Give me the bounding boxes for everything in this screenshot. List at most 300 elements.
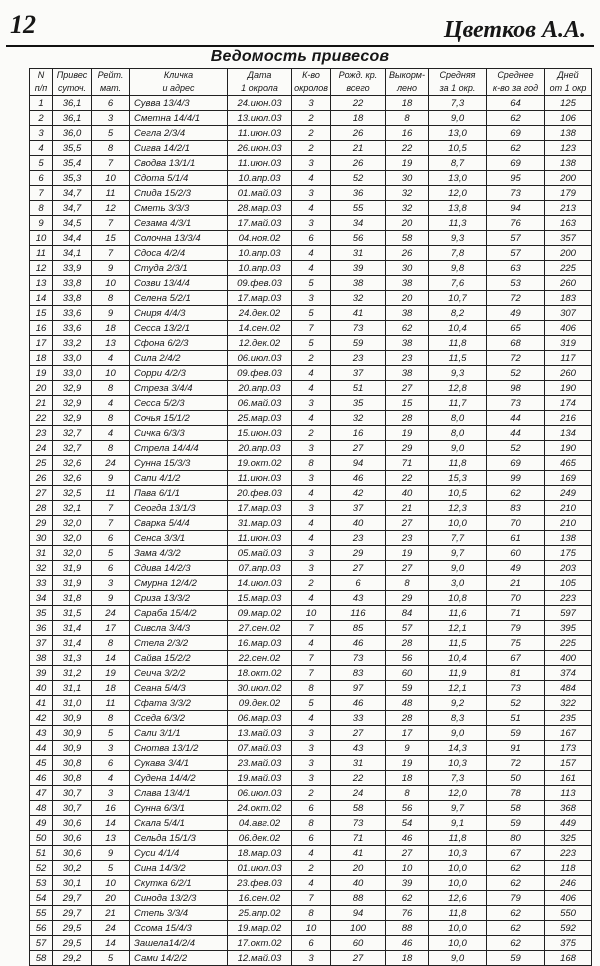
cell-first-litter-date: 23.май.03 (228, 756, 292, 771)
cell-number: 19 (30, 366, 53, 381)
cell-weaned: 19 (386, 426, 429, 441)
cell-born-total: 85 (331, 621, 386, 636)
cell-avg-per-litter: 8,3 (429, 711, 487, 726)
cell-born-total: 97 (331, 681, 386, 696)
cell-avg-per-litter: 9,0 (429, 441, 487, 456)
cell-name-address: Сметь 3/3/3 (130, 201, 228, 216)
cell-weaned: 76 (386, 906, 429, 921)
cell-name-address: Сунна 6/3/1 (130, 801, 228, 816)
cell-daily-gain: 29,7 (53, 906, 92, 921)
cell-litter-count: 4 (292, 846, 331, 861)
cell-first-litter-date: 07.апр.03 (228, 561, 292, 576)
cell-first-litter-date: 01.май.03 (228, 186, 292, 201)
cell-first-litter-date: 17.окт.02 (228, 936, 292, 951)
cell-weaned: 18 (386, 771, 429, 786)
cell-litter-count: 3 (292, 546, 331, 561)
cell-avg-per-year: 62 (487, 906, 545, 921)
cell-avg-per-litter: 10,0 (429, 516, 487, 531)
table-row (30, 816, 592, 831)
cell-name-address: Скала 5/4/1 (130, 816, 228, 831)
cell-number: 4 (30, 141, 53, 156)
cell-daily-gain: 31,1 (53, 681, 92, 696)
cell-rating: 3 (92, 741, 130, 756)
cell-litter-count: 7 (292, 891, 331, 906)
cell-weaned: 22 (386, 141, 429, 156)
cell-number: 23 (30, 426, 53, 441)
cell-avg-per-litter: 7,3 (429, 96, 487, 111)
cell-litter-count: 2 (292, 351, 331, 366)
cell-first-litter-date: 23.фев.03 (228, 876, 292, 891)
cell-first-litter-date: 17.мар.03 (228, 291, 292, 306)
cell-name-address: Сами 14/2/2 (130, 951, 228, 966)
cell-daily-gain: 33,8 (53, 291, 92, 306)
table-header (30, 69, 592, 96)
cell-days-since-first: 322 (545, 696, 592, 711)
cell-number: 29 (30, 516, 53, 531)
cell-first-litter-date: 19.мар.02 (228, 921, 292, 936)
cell-days-since-first: 113 (545, 786, 592, 801)
cell-days-since-first: 260 (545, 276, 592, 291)
cell-days-since-first: 400 (545, 651, 592, 666)
cell-avg-per-year: 70 (487, 591, 545, 606)
cell-weaned: 57 (386, 621, 429, 636)
cell-litter-count: 4 (292, 876, 331, 891)
cell-born-total: 27 (331, 561, 386, 576)
cell-born-total: 83 (331, 666, 386, 681)
cell-number: 55 (30, 906, 53, 921)
cell-name-address: Студа 2/3/1 (130, 261, 228, 276)
cell-avg-per-litter: 13,0 (429, 126, 487, 141)
cell-born-total: 22 (331, 96, 386, 111)
cell-avg-per-litter: 10,0 (429, 861, 487, 876)
column-subheader-daily-gain: суточ. (53, 82, 92, 96)
cell-avg-per-year: 49 (487, 306, 545, 321)
cell-first-litter-date: 11.июн.03 (228, 126, 292, 141)
cell-first-litter-date: 24.окт.02 (228, 801, 292, 816)
cell-rating: 3 (92, 111, 130, 126)
cell-avg-per-litter: 13,0 (429, 171, 487, 186)
cell-born-total: 73 (331, 651, 386, 666)
cell-daily-gain: 30,1 (53, 876, 92, 891)
cell-daily-gain: 34,4 (53, 231, 92, 246)
cell-litter-count: 3 (292, 771, 331, 786)
cell-avg-per-year: 73 (487, 681, 545, 696)
cell-avg-per-litter: 13,8 (429, 201, 487, 216)
cell-avg-per-litter: 8,7 (429, 156, 487, 171)
table-row (30, 486, 592, 501)
cell-daily-gain: 33,9 (53, 261, 92, 276)
cell-number: 53 (30, 876, 53, 891)
cell-avg-per-year: 52 (487, 441, 545, 456)
cell-first-litter-date: 19.май.03 (228, 771, 292, 786)
cell-avg-per-litter: 10,3 (429, 846, 487, 861)
cell-name-address: Судена 14/4/2 (130, 771, 228, 786)
cell-name-address: Сседа 6/3/2 (130, 711, 228, 726)
cell-weaned: 29 (386, 591, 429, 606)
cell-number: 22 (30, 411, 53, 426)
cell-name-address: Стреза 3/4/4 (130, 381, 228, 396)
cell-days-since-first: 161 (545, 771, 592, 786)
cell-avg-per-litter: 10,3 (429, 756, 487, 771)
table-row (30, 936, 592, 951)
cell-days-since-first: 357 (545, 231, 592, 246)
cell-avg-per-litter: 9,7 (429, 801, 487, 816)
cell-name-address: Сеана 5/4/3 (130, 681, 228, 696)
table-row (30, 396, 592, 411)
cell-born-total: 29 (331, 546, 386, 561)
cell-born-total: 31 (331, 756, 386, 771)
cell-avg-per-litter: 10,8 (429, 591, 487, 606)
cell-name-address: Сметна 14/4/1 (130, 111, 228, 126)
table-row (30, 651, 592, 666)
table-row (30, 336, 592, 351)
cell-first-litter-date: 30.июл.02 (228, 681, 292, 696)
table-row (30, 771, 592, 786)
cell-avg-per-year: 62 (487, 111, 545, 126)
cell-born-total: 55 (331, 201, 386, 216)
cell-litter-count: 3 (292, 156, 331, 171)
cell-avg-per-year: 81 (487, 666, 545, 681)
cell-number: 20 (30, 381, 53, 396)
cell-litter-count: 5 (292, 306, 331, 321)
cell-first-litter-date: 11.июн.03 (228, 156, 292, 171)
table-row (30, 441, 592, 456)
cell-weaned: 62 (386, 321, 429, 336)
cell-rating: 4 (92, 351, 130, 366)
cell-days-since-first: 157 (545, 756, 592, 771)
cell-avg-per-litter: 9,1 (429, 816, 487, 831)
cell-number: 24 (30, 441, 53, 456)
cell-days-since-first: 203 (545, 561, 592, 576)
cell-weaned: 20 (386, 291, 429, 306)
cell-name-address: Сварка 5/4/4 (130, 516, 228, 531)
cell-avg-per-litter: 11,5 (429, 636, 487, 651)
table-row (30, 681, 592, 696)
cell-rating: 5 (92, 546, 130, 561)
cell-rating: 8 (92, 711, 130, 726)
cell-number: 27 (30, 486, 53, 501)
cell-days-since-first: 319 (545, 336, 592, 351)
cell-first-litter-date: 13.июл.03 (228, 111, 292, 126)
cell-avg-per-year: 98 (487, 381, 545, 396)
cell-born-total: 27 (331, 441, 386, 456)
table-row (30, 906, 592, 921)
cell-days-since-first: 550 (545, 906, 592, 921)
cell-first-litter-date: 10.апр.03 (228, 246, 292, 261)
cell-avg-per-litter: 11,3 (429, 216, 487, 231)
cell-first-litter-date: 12.дек.02 (228, 336, 292, 351)
cell-name-address: Селена 5/2/1 (130, 291, 228, 306)
cell-name-address: Скутка 6/2/1 (130, 876, 228, 891)
cell-litter-count: 2 (292, 141, 331, 156)
cell-daily-gain: 31,8 (53, 591, 92, 606)
cell-rating: 15 (92, 231, 130, 246)
column-subheader-weaned: лено (386, 82, 429, 96)
cell-rating: 9 (92, 591, 130, 606)
cell-days-since-first: 210 (545, 516, 592, 531)
cell-name-address: Сунна 15/3/3 (130, 456, 228, 471)
cell-litter-count: 2 (292, 786, 331, 801)
cell-born-total: 32 (331, 411, 386, 426)
cell-avg-per-year: 80 (487, 831, 545, 846)
cell-born-total: 46 (331, 636, 386, 651)
cell-rating: 8 (92, 291, 130, 306)
cell-number: 36 (30, 621, 53, 636)
cell-avg-per-year: 57 (487, 231, 545, 246)
cell-litter-count: 10 (292, 921, 331, 936)
cell-number: 44 (30, 741, 53, 756)
cell-litter-count: 3 (292, 471, 331, 486)
cell-litter-count: 6 (292, 831, 331, 846)
cell-avg-per-year: 73 (487, 396, 545, 411)
cell-litter-count: 3 (292, 441, 331, 456)
cell-avg-per-year: 52 (487, 696, 545, 711)
cell-days-since-first: 200 (545, 246, 592, 261)
cell-litter-count: 4 (292, 261, 331, 276)
cell-days-since-first: 138 (545, 531, 592, 546)
cell-born-total: 60 (331, 936, 386, 951)
cell-name-address: Сводва 13/1/1 (130, 156, 228, 171)
cell-weaned: 15 (386, 396, 429, 411)
table-row (30, 606, 592, 621)
cell-born-total: 43 (331, 591, 386, 606)
cell-first-litter-date: 17.мар.03 (228, 501, 292, 516)
cell-days-since-first: 163 (545, 216, 592, 231)
cell-avg-per-litter: 11,5 (429, 351, 487, 366)
cell-avg-per-year: 72 (487, 291, 545, 306)
cell-name-address: Сила 2/4/2 (130, 351, 228, 366)
cell-name-address: Синода 13/2/3 (130, 891, 228, 906)
cell-rating: 7 (92, 516, 130, 531)
cell-daily-gain: 33,6 (53, 306, 92, 321)
cell-rating: 11 (92, 696, 130, 711)
table-row (30, 156, 592, 171)
cell-daily-gain: 31,9 (53, 576, 92, 591)
cell-weaned: 38 (386, 306, 429, 321)
cell-avg-per-year: 44 (487, 426, 545, 441)
cell-born-total: 37 (331, 366, 386, 381)
cell-avg-per-litter: 12,1 (429, 681, 487, 696)
cell-avg-per-litter: 7,3 (429, 771, 487, 786)
cell-rating: 4 (92, 426, 130, 441)
cell-number: 42 (30, 711, 53, 726)
cell-days-since-first: 168 (545, 951, 592, 966)
cell-name-address: Сесса 5/2/3 (130, 396, 228, 411)
cell-weaned: 28 (386, 411, 429, 426)
table-row (30, 321, 592, 336)
table-row (30, 201, 592, 216)
cell-weaned: 84 (386, 606, 429, 621)
cell-avg-per-litter: 9,2 (429, 696, 487, 711)
cell-rating: 8 (92, 141, 130, 156)
cell-born-total: 46 (331, 471, 386, 486)
cell-avg-per-litter: 3,0 (429, 576, 487, 591)
cell-daily-gain: 32,5 (53, 486, 92, 501)
table-row (30, 636, 592, 651)
cell-rating: 14 (92, 651, 130, 666)
cell-weaned: 8 (386, 786, 429, 801)
column-subheader-avg-per-year: к-во за год (487, 82, 545, 96)
cell-avg-per-year: 78 (487, 786, 545, 801)
cell-litter-count: 8 (292, 456, 331, 471)
cell-first-litter-date: 11.июн.03 (228, 471, 292, 486)
cell-number: 14 (30, 291, 53, 306)
table-row (30, 711, 592, 726)
cell-daily-gain: 30,9 (53, 741, 92, 756)
cell-avg-per-litter: 11,7 (429, 396, 487, 411)
cell-weaned: 20 (386, 216, 429, 231)
cell-weaned: 23 (386, 531, 429, 546)
cell-name-address: Сувва 13/4/3 (130, 96, 228, 111)
cell-days-since-first: 249 (545, 486, 592, 501)
cell-born-total: 32 (331, 291, 386, 306)
cell-number: 52 (30, 861, 53, 876)
cell-rating: 13 (92, 831, 130, 846)
cell-days-since-first: 368 (545, 801, 592, 816)
cell-name-address: Сеогда 13/1/3 (130, 501, 228, 516)
cell-weaned: 23 (386, 351, 429, 366)
cell-avg-per-litter: 8,2 (429, 306, 487, 321)
cell-avg-per-litter: 10,7 (429, 291, 487, 306)
cell-weaned: 56 (386, 651, 429, 666)
table-body (30, 96, 592, 966)
cell-daily-gain: 29,5 (53, 936, 92, 951)
cell-number: 48 (30, 801, 53, 816)
cell-born-total: 34 (331, 216, 386, 231)
cell-daily-gain: 30,9 (53, 711, 92, 726)
cell-days-since-first: 125 (545, 96, 592, 111)
cell-daily-gain: 32,0 (53, 546, 92, 561)
cell-born-total: 39 (331, 261, 386, 276)
cell-days-since-first: 123 (545, 141, 592, 156)
table-row (30, 726, 592, 741)
cell-daily-gain: 31,3 (53, 651, 92, 666)
table-row (30, 576, 592, 591)
table-row (30, 891, 592, 906)
cell-litter-count: 3 (292, 96, 331, 111)
cell-litter-count: 3 (292, 726, 331, 741)
cell-born-total: 21 (331, 141, 386, 156)
cell-days-since-first: 200 (545, 171, 592, 186)
cell-rating: 7 (92, 246, 130, 261)
cell-daily-gain: 30,9 (53, 726, 92, 741)
cell-number: 12 (30, 261, 53, 276)
cell-avg-per-year: 44 (487, 411, 545, 426)
cell-daily-gain: 31,4 (53, 636, 92, 651)
cell-daily-gain: 32,0 (53, 531, 92, 546)
cell-born-total: 23 (331, 531, 386, 546)
cell-born-total: 26 (331, 156, 386, 171)
cell-name-address: Снотва 13/1/2 (130, 741, 228, 756)
cell-first-litter-date: 20.апр.03 (228, 381, 292, 396)
cell-name-address: Суси 4/1/4 (130, 846, 228, 861)
cell-daily-gain: 31,9 (53, 561, 92, 576)
cell-litter-count: 3 (292, 396, 331, 411)
table-row (30, 111, 592, 126)
table-row (30, 741, 592, 756)
cell-weaned: 19 (386, 756, 429, 771)
cell-born-total: 16 (331, 426, 386, 441)
cell-name-address: Сдоса 4/2/4 (130, 246, 228, 261)
cell-rating: 8 (92, 411, 130, 426)
table-row (30, 501, 592, 516)
cell-name-address: Стрела 14/4/4 (130, 441, 228, 456)
cell-rating: 16 (92, 801, 130, 816)
cell-rating: 7 (92, 216, 130, 231)
cell-born-total: 94 (331, 456, 386, 471)
cell-weaned: 38 (386, 276, 429, 291)
cell-first-litter-date: 17.май.03 (228, 216, 292, 231)
cell-name-address: Спида 15/2/3 (130, 186, 228, 201)
cell-first-litter-date: 16.мар.03 (228, 636, 292, 651)
cell-avg-per-litter: 11,8 (429, 906, 487, 921)
cell-born-total: 41 (331, 846, 386, 861)
cell-name-address: Сфата 3/3/2 (130, 696, 228, 711)
cell-weaned: 27 (386, 561, 429, 576)
cell-name-address: Зашела14/2/4 (130, 936, 228, 951)
cell-first-litter-date: 11.июн.03 (228, 531, 292, 546)
cell-days-since-first: 374 (545, 666, 592, 681)
cell-avg-per-year: 68 (487, 336, 545, 351)
cell-avg-per-litter: 10,4 (429, 321, 487, 336)
cell-daily-gain: 32,7 (53, 441, 92, 456)
cell-first-litter-date: 19.окт.02 (228, 456, 292, 471)
cell-rating: 6 (92, 756, 130, 771)
cell-avg-per-litter: 10,0 (429, 936, 487, 951)
cell-avg-per-year: 76 (487, 216, 545, 231)
cell-daily-gain: 29,5 (53, 921, 92, 936)
cell-daily-gain: 30,7 (53, 786, 92, 801)
cell-days-since-first: 216 (545, 411, 592, 426)
cell-rating: 19 (92, 666, 130, 681)
cell-number: 18 (30, 351, 53, 366)
cell-first-litter-date: 28.мар.03 (228, 201, 292, 216)
cell-weaned: 9 (386, 741, 429, 756)
cell-weaned: 30 (386, 261, 429, 276)
cell-weaned: 32 (386, 186, 429, 201)
table-row (30, 696, 592, 711)
cell-rating: 5 (92, 951, 130, 966)
table-row (30, 186, 592, 201)
cell-name-address: Сорри 4/2/3 (130, 366, 228, 381)
cell-first-litter-date: 13.май.03 (228, 726, 292, 741)
cell-born-total: 59 (331, 336, 386, 351)
cell-rating: 8 (92, 636, 130, 651)
cell-rating: 8 (92, 441, 130, 456)
cell-litter-count: 8 (292, 681, 331, 696)
cell-born-total: 52 (331, 171, 386, 186)
cell-avg-per-year: 69 (487, 156, 545, 171)
table-row (30, 591, 592, 606)
cell-rating: 11 (92, 186, 130, 201)
cell-daily-gain: 34,7 (53, 186, 92, 201)
cell-daily-gain: 32,9 (53, 396, 92, 411)
cell-avg-per-year: 79 (487, 891, 545, 906)
cell-rating: 3 (92, 576, 130, 591)
cell-avg-per-year: 59 (487, 816, 545, 831)
cell-rating: 4 (92, 771, 130, 786)
cell-rating: 14 (92, 816, 130, 831)
cell-name-address: Сфона 6/2/3 (130, 336, 228, 351)
column-header-number: N (30, 69, 53, 83)
cell-days-since-first: 210 (545, 501, 592, 516)
cell-weaned: 56 (386, 801, 429, 816)
cell-litter-count: 2 (292, 576, 331, 591)
cell-name-address: Смурна 12/4/2 (130, 576, 228, 591)
cell-born-total: 51 (331, 381, 386, 396)
cell-daily-gain: 30,6 (53, 846, 92, 861)
cell-born-total: 18 (331, 111, 386, 126)
